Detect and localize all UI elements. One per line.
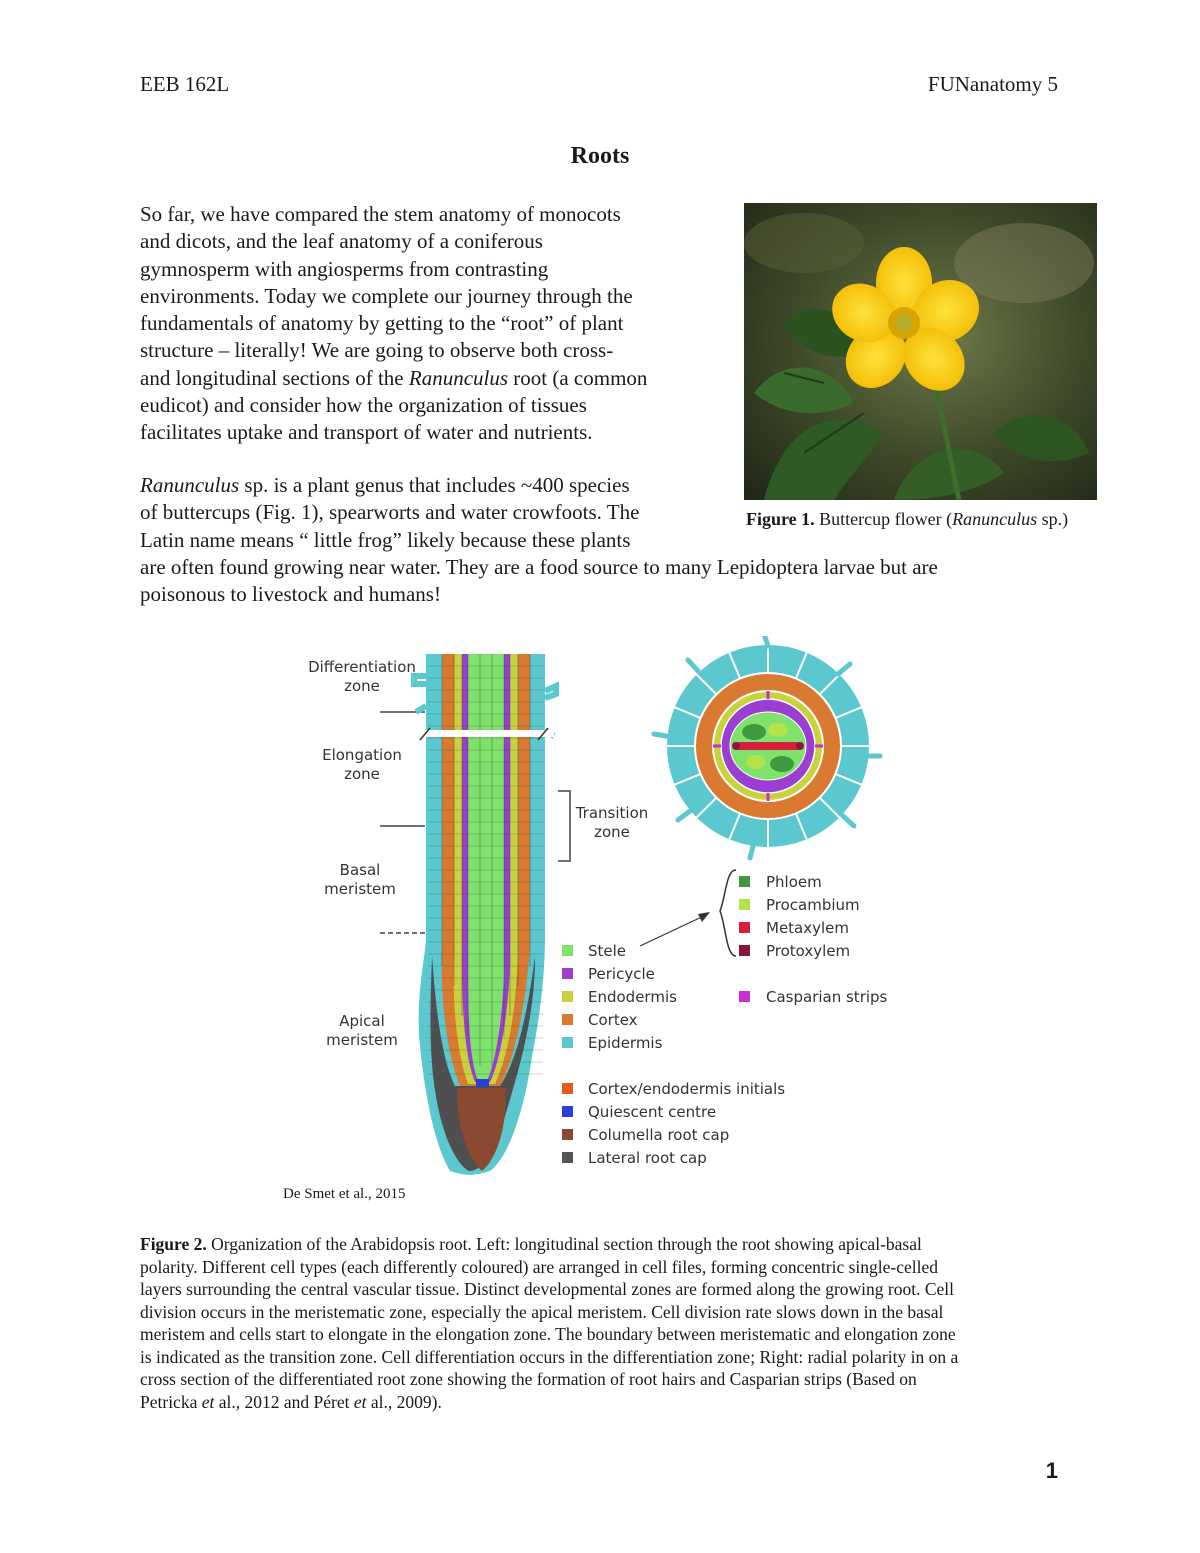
caption-line-2: polarity. Different cell types (each differently coloured) are arranged in cell files, forming concentric single-celled — [140, 1256, 939, 1277]
genus-italic: Ranunculus — [408, 365, 509, 390]
caption-line-4: division occurs in the meristematic zone, especially the apical meristem. Cell division rate slows down in the basal — [140, 1301, 944, 1322]
intro-line-4: environments. Today we complete our journey through the — [140, 283, 633, 308]
intro-line-5: fundamentals of anatomy by getting to the “root” of plant — [140, 311, 624, 336]
legend-stele-components — [720, 870, 860, 960]
legend-label-phloem: Phloem — [766, 873, 822, 891]
para2-line-5: poisonous to livestock and humans! — [140, 582, 441, 607]
intro-line-9: facilitates uptake and transport of water and nutrients. — [140, 420, 593, 445]
figure-credit: De Smet et al., 2015 — [283, 1186, 406, 1202]
legend-swatch-protoxylem — [739, 945, 750, 956]
genus-italic: Ranunculus — [140, 473, 240, 497]
intro-line-6: structure – literally! We are going to observe both cross- — [140, 338, 614, 363]
legend-tissue-layers — [562, 942, 677, 1052]
legend-swatch-phloem — [739, 876, 750, 887]
para2-line-4: are often found growing near water. They are a food source to many Lepidoptera larvae but are — [140, 554, 938, 579]
legend-swatch-cortex — [562, 1014, 573, 1025]
legend-label-quiescent: Quiescent centre — [588, 1103, 717, 1121]
figure-1-caption: Figure 1. Buttercup flower (Ranunculus sp.) — [746, 509, 1069, 529]
zone-label-elongation-1: Elongation — [322, 746, 402, 764]
caption-line-7: cross section of the differentiated root zone showing the formation of root hairs and Casparian strips (Based on — [140, 1369, 917, 1389]
zone-label-transition-1: Transition — [575, 804, 649, 822]
caption-line-8: Petricka et al., 2012 and Péret et al., 2009). — [140, 1391, 442, 1412]
legend-swatch-casparian — [739, 991, 750, 1002]
zone-label-basal-2: meristem — [324, 880, 396, 898]
legend-swatch-endodermis — [562, 991, 573, 1002]
para2-line-1: Ranunculus sp. is a plant genus that includes ~400 species — [140, 473, 630, 497]
root-diagram — [290, 636, 930, 1186]
longitudinal-root-section — [414, 654, 556, 1175]
header-course: EEB 162L — [140, 72, 230, 96]
intro-line-3: gymnosperm with angiosperms from contrasting — [140, 256, 549, 281]
legend-label-procambium: Procambium — [766, 896, 860, 914]
legend-swatch-pericycle — [562, 968, 573, 979]
para2-line-2: of buttercups (Fig. 1), spearworts and water crowfoots. The — [140, 500, 640, 525]
legend-swatch-lateral-cap — [562, 1152, 573, 1163]
legend-meristem-cells — [562, 1080, 785, 1167]
buttercup-photo — [744, 203, 1097, 500]
legend-swatch-columella — [562, 1129, 573, 1140]
caption-line-3: layers surrounding the central vascular tissue. Distinct developmental zones are formed along the growing root. Cell — [140, 1279, 954, 1299]
legend-label-endodermis: Endodermis — [588, 988, 677, 1006]
zone-label-differentiation-2: zone — [344, 677, 380, 695]
legend-swatch-procambium — [739, 899, 750, 910]
legend-label-casparian: Casparian strips — [766, 988, 888, 1006]
page-title: Roots — [570, 143, 630, 169]
para2-line-3: Latin name means “ little frog” likely because these plants — [140, 527, 631, 552]
legend-swatch-epidermis — [562, 1037, 573, 1048]
zone-label-basal-1: Basal — [339, 861, 381, 879]
page-number: 1 — [1045, 1458, 1058, 1483]
zone-label-apical-2: meristem — [326, 1031, 398, 1049]
legend-label-initials: Cortex/endodermis initials — [588, 1080, 786, 1098]
legend-label-columella: Columella root cap — [588, 1126, 730, 1144]
legend-label-protoxylem: Protoxylem — [766, 942, 851, 960]
caption-line-6: is indicated as the transition zone. Cell differentiation occurs in the differentiation zone; Right: radial polarity in on a — [140, 1346, 959, 1367]
zone-label-transition-2: zone — [594, 823, 630, 841]
legend-swatch-stele — [562, 945, 573, 956]
legend-label-epidermis: Epidermis — [588, 1034, 663, 1052]
root-cross-section — [654, 636, 880, 858]
zone-label-apical-1: Apical — [339, 1012, 385, 1030]
legend-label-pericycle: Pericycle — [588, 965, 655, 983]
legend-swatch-initials — [562, 1083, 573, 1094]
zone-label-differentiation-1: Differentiation — [308, 658, 416, 676]
intro-line-8: eudicot) and consider how the organization of tissues — [140, 393, 587, 418]
legend-label-cortex: Cortex — [588, 1011, 638, 1029]
legend-label-stele: Stele — [588, 942, 627, 960]
intro-line-7: and longitudinal sections of the Ranunculus root (a common — [140, 365, 648, 390]
figure-2-caption — [140, 1233, 1065, 1413]
zone-label-elongation-2: zone — [344, 765, 380, 783]
intro-line-1: So far, we have compared the stem anatomy of monocots — [140, 202, 621, 226]
legend-label-lateral-cap: Lateral root cap — [588, 1149, 707, 1167]
legend-swatch-quiescent — [562, 1106, 573, 1117]
intro-paragraph — [140, 201, 715, 447]
legend-label-metaxylem: Metaxylem — [766, 919, 850, 937]
caption-line-5: meristem and cells start to elongate in the elongation zone. The boundary between meristematic and elongation zone — [140, 1324, 956, 1344]
header-unit: FUNanatomy 5 — [927, 72, 1058, 96]
intro-line-2: and dicots, and the leaf anatomy of a coniferous — [140, 229, 543, 254]
legend-swatch-metaxylem — [739, 922, 750, 933]
caption-line-1: Figure 2. Organization of the Arabidopsis root. Left: longitudinal section through the root showing apical-basal — [140, 1234, 922, 1254]
